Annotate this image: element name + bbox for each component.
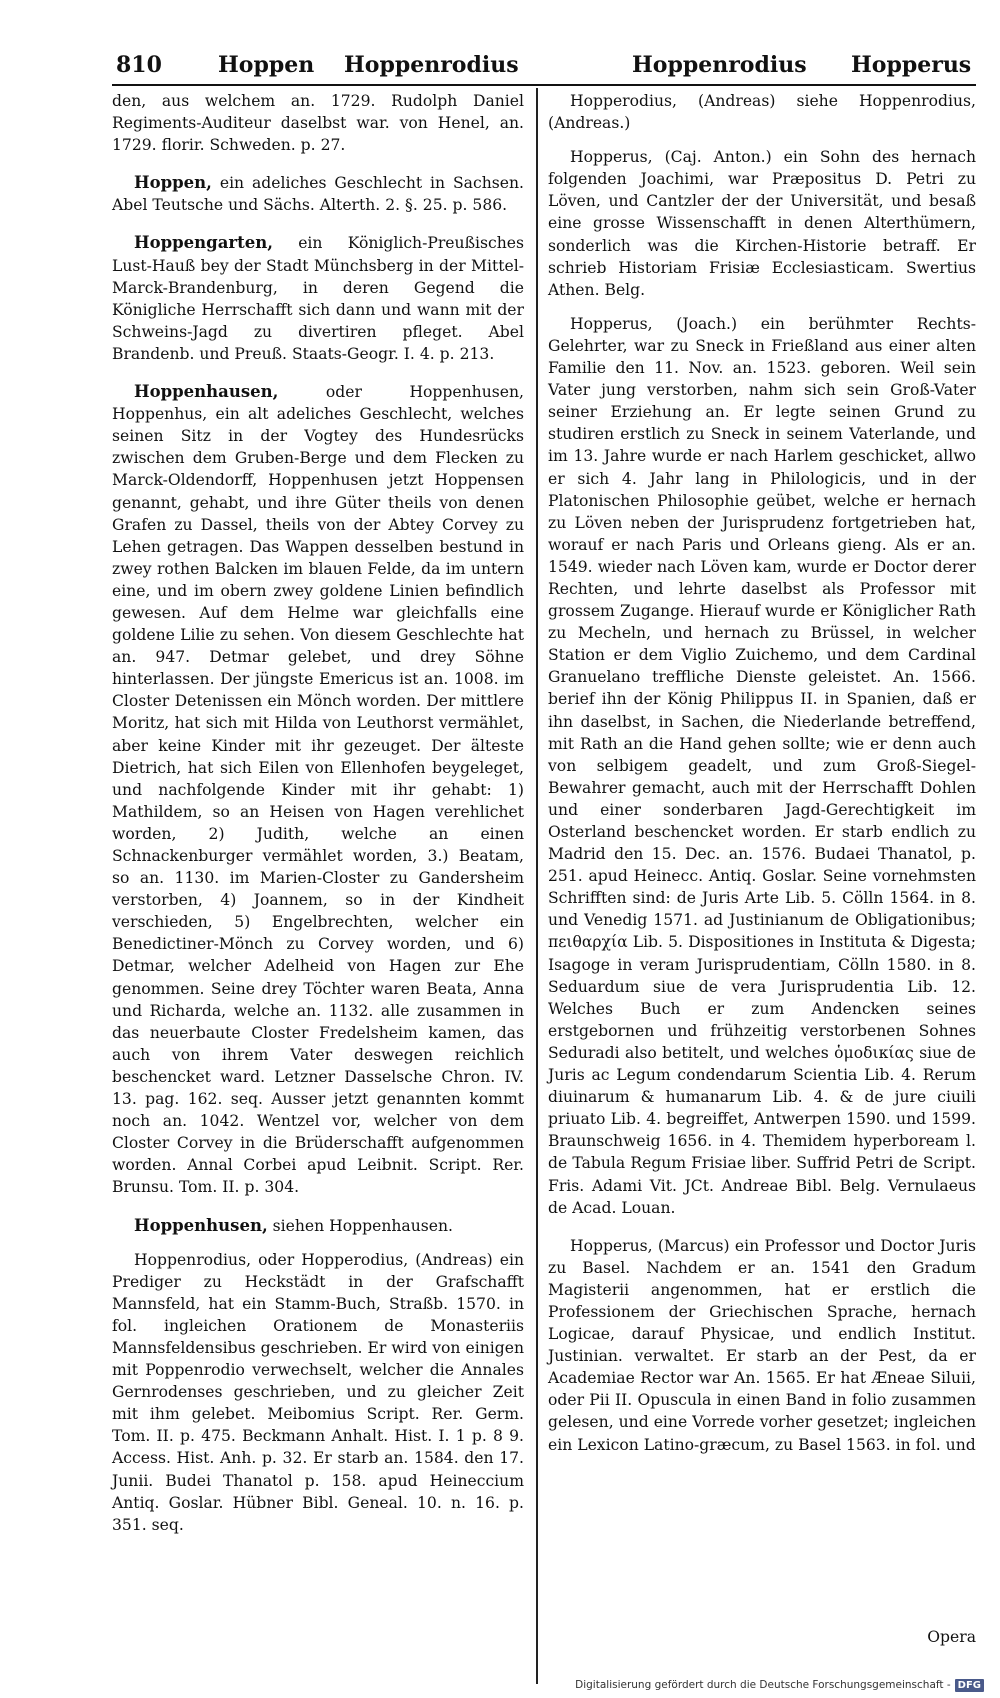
entry-hopperodius [548,90,976,134]
entry-hoppenhusen [112,1215,524,1237]
header-keyword-left: Hoppen [218,52,315,78]
header-rule [112,84,976,86]
entry-hoppenrodius [112,1249,524,1536]
lemma: Hoppen, [134,173,212,193]
dfg-logo: DFG [955,1679,984,1692]
entry-hopperus-marcus [548,1235,976,1456]
entry-hopperus-caj-anton [548,146,976,301]
lemma: Hoppenhausen, [134,382,279,402]
entry-hoppenhausen [112,381,524,1198]
right-column [548,90,976,1472]
entry-continuation [112,90,524,156]
header-running-head-right: Hoppenrodius [632,52,807,78]
entry-text: oder Hoppenhusen, Hoppenhus, ein alt adeliches Geschlecht, welches seinen Sitz in der Vogtey des Hundesrücks zwischen dem Gruben-Berge und dem Flecken zu Marck-Oldendorff, Hoppenhusen jetzt Hoppensen genannt, gehabt, und ihre Güter theils von denen Grafen zu Dassel, theils von der Abtey Corvey zu Lehen getragen. Das Wappen desselben bestund in zwey rothen Balcken im blauen Felde, da im untern eine, und im obern zwey goldene Linien befindlich gewesen. Auf dem Helme war gleichfalls eine goldene Lilie zu sehen. Von diesem Geschlechte hat an. 947. Detmar gelebet, und drey Söhne hinterlassen. Der jüngste Emericus ist an. 1008. im Closter Detenissen ein Mönch worden. Der mittlere Moritz, hat sich mit Hilda von Leuthorst vermählet, aber keine Kinder mit ihr gezeuget. Der älteste Dietrich, hat sich Eilen von Ellenhofen beygeleget, und nachfolgende Kinder mit ihr gehabt: 1) Mathildem, so an Heisen von Hagen verehlichet worden, 2) Judith, welche an einen Schnackenburger vermählet worden, 3.) Beatam, so an. 1130. im Marien-Closter zu Gandersheim verstorben, 4) Joannem, so in der Kindheit verschieden, 5) Engelbrechten, welcher ein Benedictiner-Mönch zu Corvey worden, und 6) Detmar, welcher Adelheid von Hagen zur Ehe genommen. Seine drey Töchter waren Beata, Anna und Richarda, welche an. 1132. alle zusammen in das neuerbaute Closter Fredelsheim kamen, das auch von ihrem Vater deswegen reichlich beschencket ward. Letzner Dasselsche Chron. IV. 13. pag. 162. seq. Ausser jetzt genannten kommt noch an. 1042. Wentzel vor, welcher von dem Closter Corvey in die Brüderschafft aufgenommen worden. Annal Corbei apud Leibnit. Script. Rer. Brunsu. Tom. II. p. 304. [112,383,524,1197]
entry-hopperus-joach [548,313,976,1219]
digitization-footer [575,1676,984,1694]
header-keyword-right: Hopperus [851,52,972,78]
entry-text: den, aus welchem an. 1729. Rudolph Daniel Regiments-Auditeur daselbst war. von Henel, an. 1729. florir. Schweden. p. 27. [112,92,524,155]
entry-hoppengarten [112,232,524,365]
entry-text: Hopperus, (Marcus) ein Professor und Doctor Juris zu Basel. Nachdem er an. 1541 den Gradum Magisterii angenommen, hat er erstlich die Professionem der Griechischen Sprache, hernach Logicae, darauf Physicae, und endlich Institut. Justinian. verwaltet. Er starb an der Pest, da er Academiae Rector war An. 1565. Er hat Æneae Siluii, oder Pii II. Opuscula in einen Band in folio zusammen gelesen, und eine Vorrede vorher gesetzet; ingleichen ein Lexicon Latino-græcum, zu Basel 1563. in fol. und [548,1236,976,1454]
lemma: Hoppengarten, [134,233,273,253]
left-column [112,90,524,1552]
catchword: Opera [927,1628,976,1646]
entry-text: ein adeliches Geschlecht in Sachsen. Abel Teutsche und Sächs. Alterth. 2. §. 25. p. 586. [112,174,524,215]
footer-credit: Digitalisierung gefördert durch die Deutsche Forschungsgemeinschaft - [575,1679,951,1691]
page-number: 810 [116,52,162,78]
running-header [116,52,976,86]
header-running-head-left: Hoppenrodius [344,52,519,78]
entry-text: Hopperus, (Joach.) ein berühmter Rechts-Gelehrter, war zu Sneck in Frießland aus einer alten Familie den 11. Nov. an. 1523. geboren. Weil sein Vater jung verstorben, nahm sich sein Groß-Vater seiner Erziehung an. Er legte seinen Grund zu studiren erstlich zu Sneck in seinem Vaterlande, und im 13. Jahre wurde er nach Harlem geschicket, allwo er sich 4. Jahr lang in Philologicis, und in der Platonischen Philosophie geübet, welche er hernach zu Löven neben der Jurisprudenz fortgetrieben hat, worauf er nach Paris und Orleans gieng. Als er an. 1549. wieder nach Löven kam, wurde er Doctor derer Rechten, und lehrte daselbst als Professor mit grossem Zugange. Hierauf wurde er Königlicher Rath zu Mecheln, und hernach zu Brüssel, in welcher Station er dem Viglio Zuichemo, und dem Cardinal Granuelano treffliche Dienste geleistet. An. 1566. berief ihn der König Philippus II. in Spanien, daß er ihn daselbst, in Sachen, die Niederlande betreffend, mit Rath an die Hand gehen sollte; wie er denn auch von selbigem geadelt, und zum Groß-Siegel-Bewahrer gemacht, auch mit der Herrschafft Dohlen und einer sonderbaren Jagd-Gerechtigkeit im Osterland beschencket worden. Er starb endlich zu Madrid den 15. Dec. an. 1576. Budaei Thanatol, p. 251. apud Heinecc. Antiq. Goslar. Seine vornehmsten Schrifften sind: de Juris Arte Lib. 5. Cölln 1564. in 8. und Venedig 1571. ad Justinianum de Obligationibus; πειθαρχία Lib. 5. Dispositiones in Instituta & Digesta; Isagoge in veram Jurisprudentiam, Cölln 1580. in 8. Seduardum siue de vera Jurisprudentia Lib. 12. Welches Buch er zum Andencken seines erstgebornen und frühzeitig verstorbenen Sohnes Seduradi also betitelt, und welches ὁμοδικίας siue de Juris ac Legum condendarum Scientia Lib. 4. Rerum diuinarum & humanarum Lib. 4. & de jure ciuili priuato Lib. 4. begreiffet, Antwerpen 1590. und 1599. Braunschweig 1656. in 4. Themidem hyperboream l. de Tabula Regum Frisiae liber. Suffrid Petri de Script. Fris. Adami Vit. JCt. Andreae Bibl. Belg. Vernulaeus de Acad. Louan. [548,314,976,1217]
lemma: Hoppenhusen, [134,1215,268,1235]
column-divider [536,88,538,1684]
entry-text: Hoppenrodius, oder Hopperodius, (Andreas) ein Prediger zu Heckstädt in der Grafschafft Mannsfeld, hat ein Stamm-Buch, Straßb. 1570. in fol. ingleichen Orationem de Monasteriis Mannsfeldensibus geschrieben. Er wird von einigen mit Poppenrodio verwechselt, welcher die Annales Gernrodenses geschrieben, und zu gleicher Zeit mit ihm gelebet. Meibomius Script. Rer. Germ. Tom. II. p. 475. Beckmann Anhalt. Hist. I. 1 p. 8 9. Access. Hist. Anh. p. 32. Er starb an. 1584. den 17. Junii. Budei Thanatol p. 158. apud Heineccium Antiq. Goslar. Hübner Bibl. Geneal. 10. n. 16. p. 351. seq. [112,1250,524,1534]
entry-text: siehen Hoppenhausen. [272,1216,453,1235]
entry-text: ein Königlich-Preußisches Lust-Hauß bey der Stadt Münchsberg in der Mittel-Marck-Brandenburg, in deren Gegend die Königliche Herrschafft sich dann und wann mit der Schweins-Jagd zu divertiren pfleget. Abel Brandenb. und Preuß. Staats-Geogr. I. 4. p. 213. [112,234,524,363]
entry-text: Hopperus, (Caj. Anton.) ein Sohn des hernach folgenden Joachimi, war Præpositus D. Petri zu Löven, und Cantzler der der Universität, und besaß eine grosse Wissenschafft in denen Alterthümern, sonderlich was die Kirchen-Historie betraff. Er schrieb Historiam Frisiæ Ecclesiasticam. Swertius Athen. Belg. [548,148,976,299]
entry-hoppen [112,172,524,216]
entry-text: Hopperodius, (Andreas) siehe Hoppenrodius, (Andreas.) [548,92,976,133]
